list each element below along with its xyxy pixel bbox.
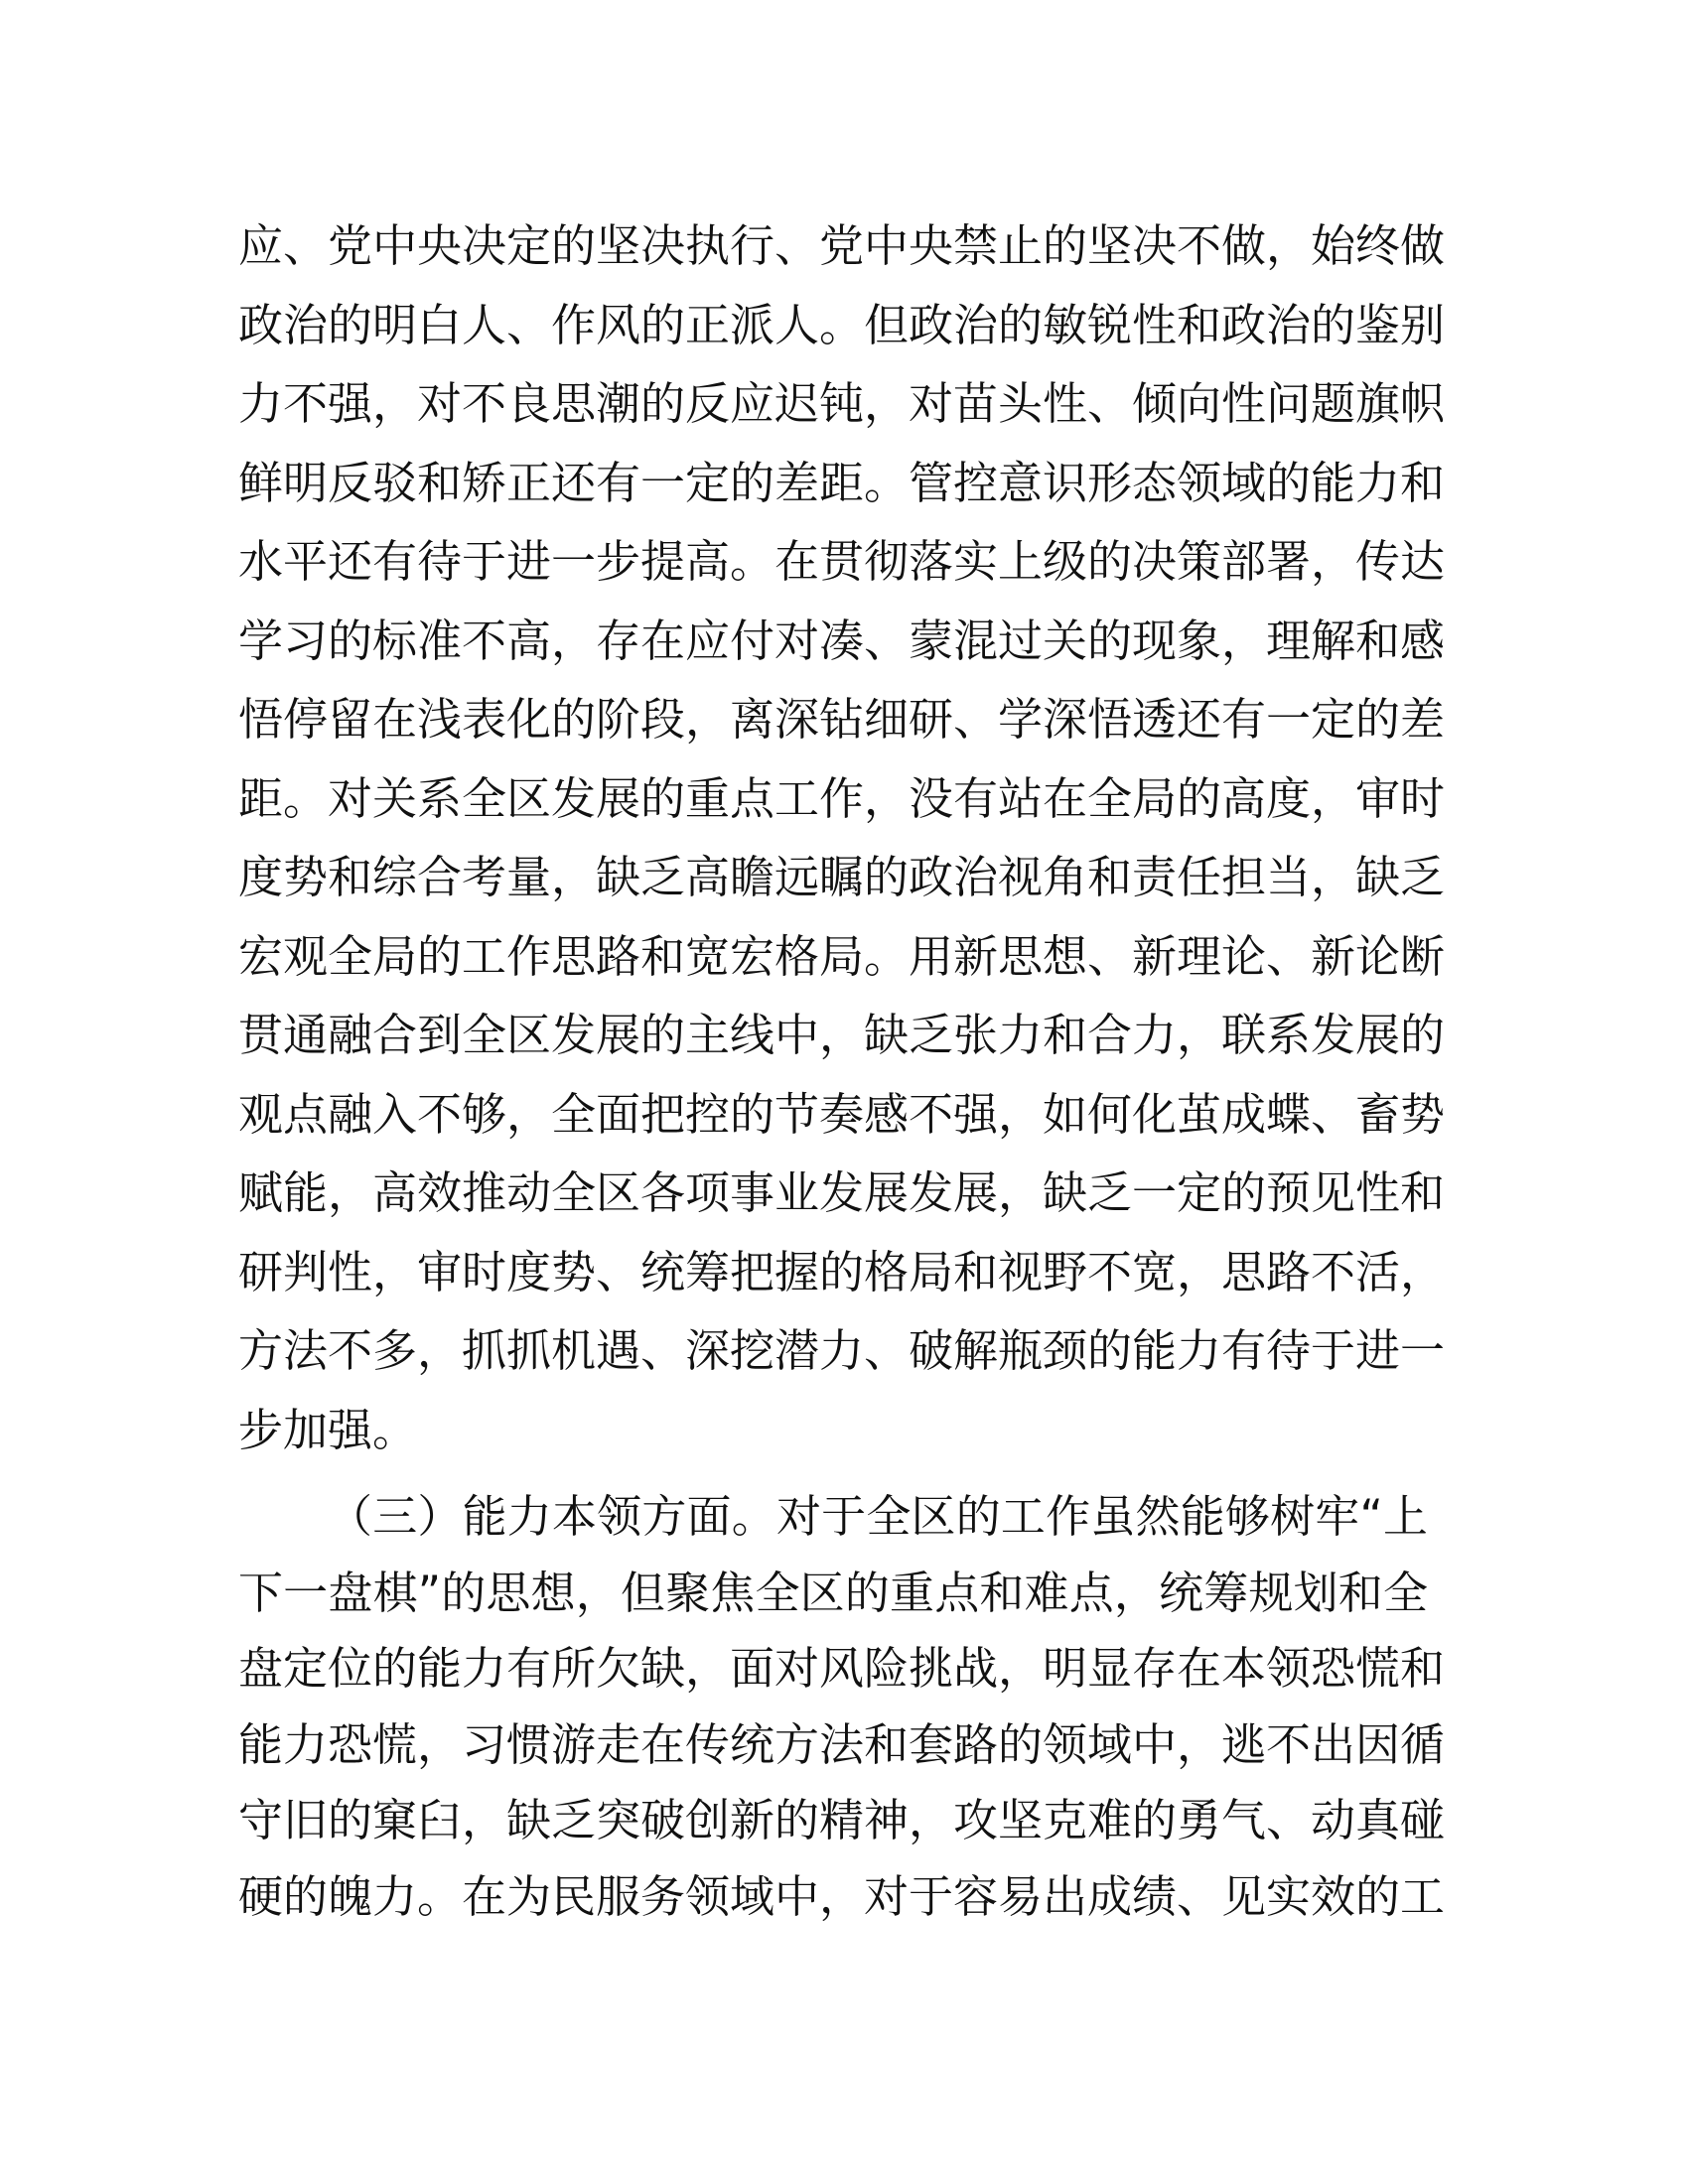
text-line: 水平还有待于进一步提高。在贯彻落实上级的决策部署，传达 bbox=[238, 535, 1446, 588]
text-line: 力不强，对不良思潮的反应迟钝，对苗头性、倾向性问题旗帜 bbox=[238, 377, 1446, 430]
text-line: 学习的标准不高，存在应付对凑、蒙混过关的现象，理解和感 bbox=[238, 614, 1446, 667]
section-heading-line: （三）能力本领方面。对于全区的工作虽然能够树牢“上 bbox=[328, 1490, 1428, 1543]
text-line: 盘定位的能力有所欠缺，面对风险挑战，明显存在本领恐慌和 bbox=[238, 1642, 1446, 1695]
text-line: 硬的魄力。在为民服务领域中，对于容易出成绩、见实效的工 bbox=[238, 1869, 1446, 1923]
text-line: 度势和综合考量，缺乏高瞻远瞩的政治视角和责任担当，缺乏 bbox=[238, 851, 1446, 903]
text-line: 应、党中央决定的坚决执行、党中央禁止的坚决不做，始终做 bbox=[238, 219, 1446, 272]
paragraph-political-awareness bbox=[238, 206, 1446, 1469]
text-line: 观点融入不够，全面把控的节奏感不强，如何化茧成蝶、畜势 bbox=[238, 1087, 1446, 1141]
text-line: 研判性，审时度势、统筹把握的格局和视野不宽，思路不活， bbox=[238, 1245, 1446, 1298]
text-line: 宏观全局的工作思路和宽宏格局。用新思想、新理论、新论断 bbox=[238, 929, 1446, 983]
text-line: 政治的明白人、作风的正派人。但政治的敏锐性和政治的鉴别 bbox=[238, 298, 1446, 351]
text-line: 下一盘棋”的思想，但聚焦全区的重点和难点，统筹规划和全 bbox=[238, 1566, 1428, 1619]
text-line: 守旧的窠臼，缺乏突破创新的精神，攻坚克难的勇气、动真碰 bbox=[238, 1794, 1446, 1846]
text-line: 鲜明反驳和矫正还有一定的差距。管控意识形态领域的能力和 bbox=[238, 456, 1446, 509]
text-line: 方法不多，抓抓机遇、深挖潜力、破解瓶颈的能力有待于进一 bbox=[238, 1324, 1446, 1377]
text-line: 悟停留在浅表化的阶段，离深钻细研、学深悟透还有一定的差 bbox=[238, 693, 1446, 746]
text-line: 能力恐慌，习惯游走在传统方法和套路的领域中，逃不出因循 bbox=[238, 1717, 1446, 1771]
paragraph-ability-section bbox=[238, 1479, 1446, 1935]
text-line: 步加强。 bbox=[238, 1403, 418, 1456]
text-line: 贯通融合到全区发展的主线中，缺乏张力和合力，联系发展的 bbox=[238, 1009, 1446, 1061]
text-line: 距。对关系全区发展的重点工作，没有站在全局的高度，审时 bbox=[238, 771, 1446, 825]
text-line: 赋能，高效推动全区各项事业发展发展，缺乏一定的预见性和 bbox=[238, 1166, 1446, 1219]
